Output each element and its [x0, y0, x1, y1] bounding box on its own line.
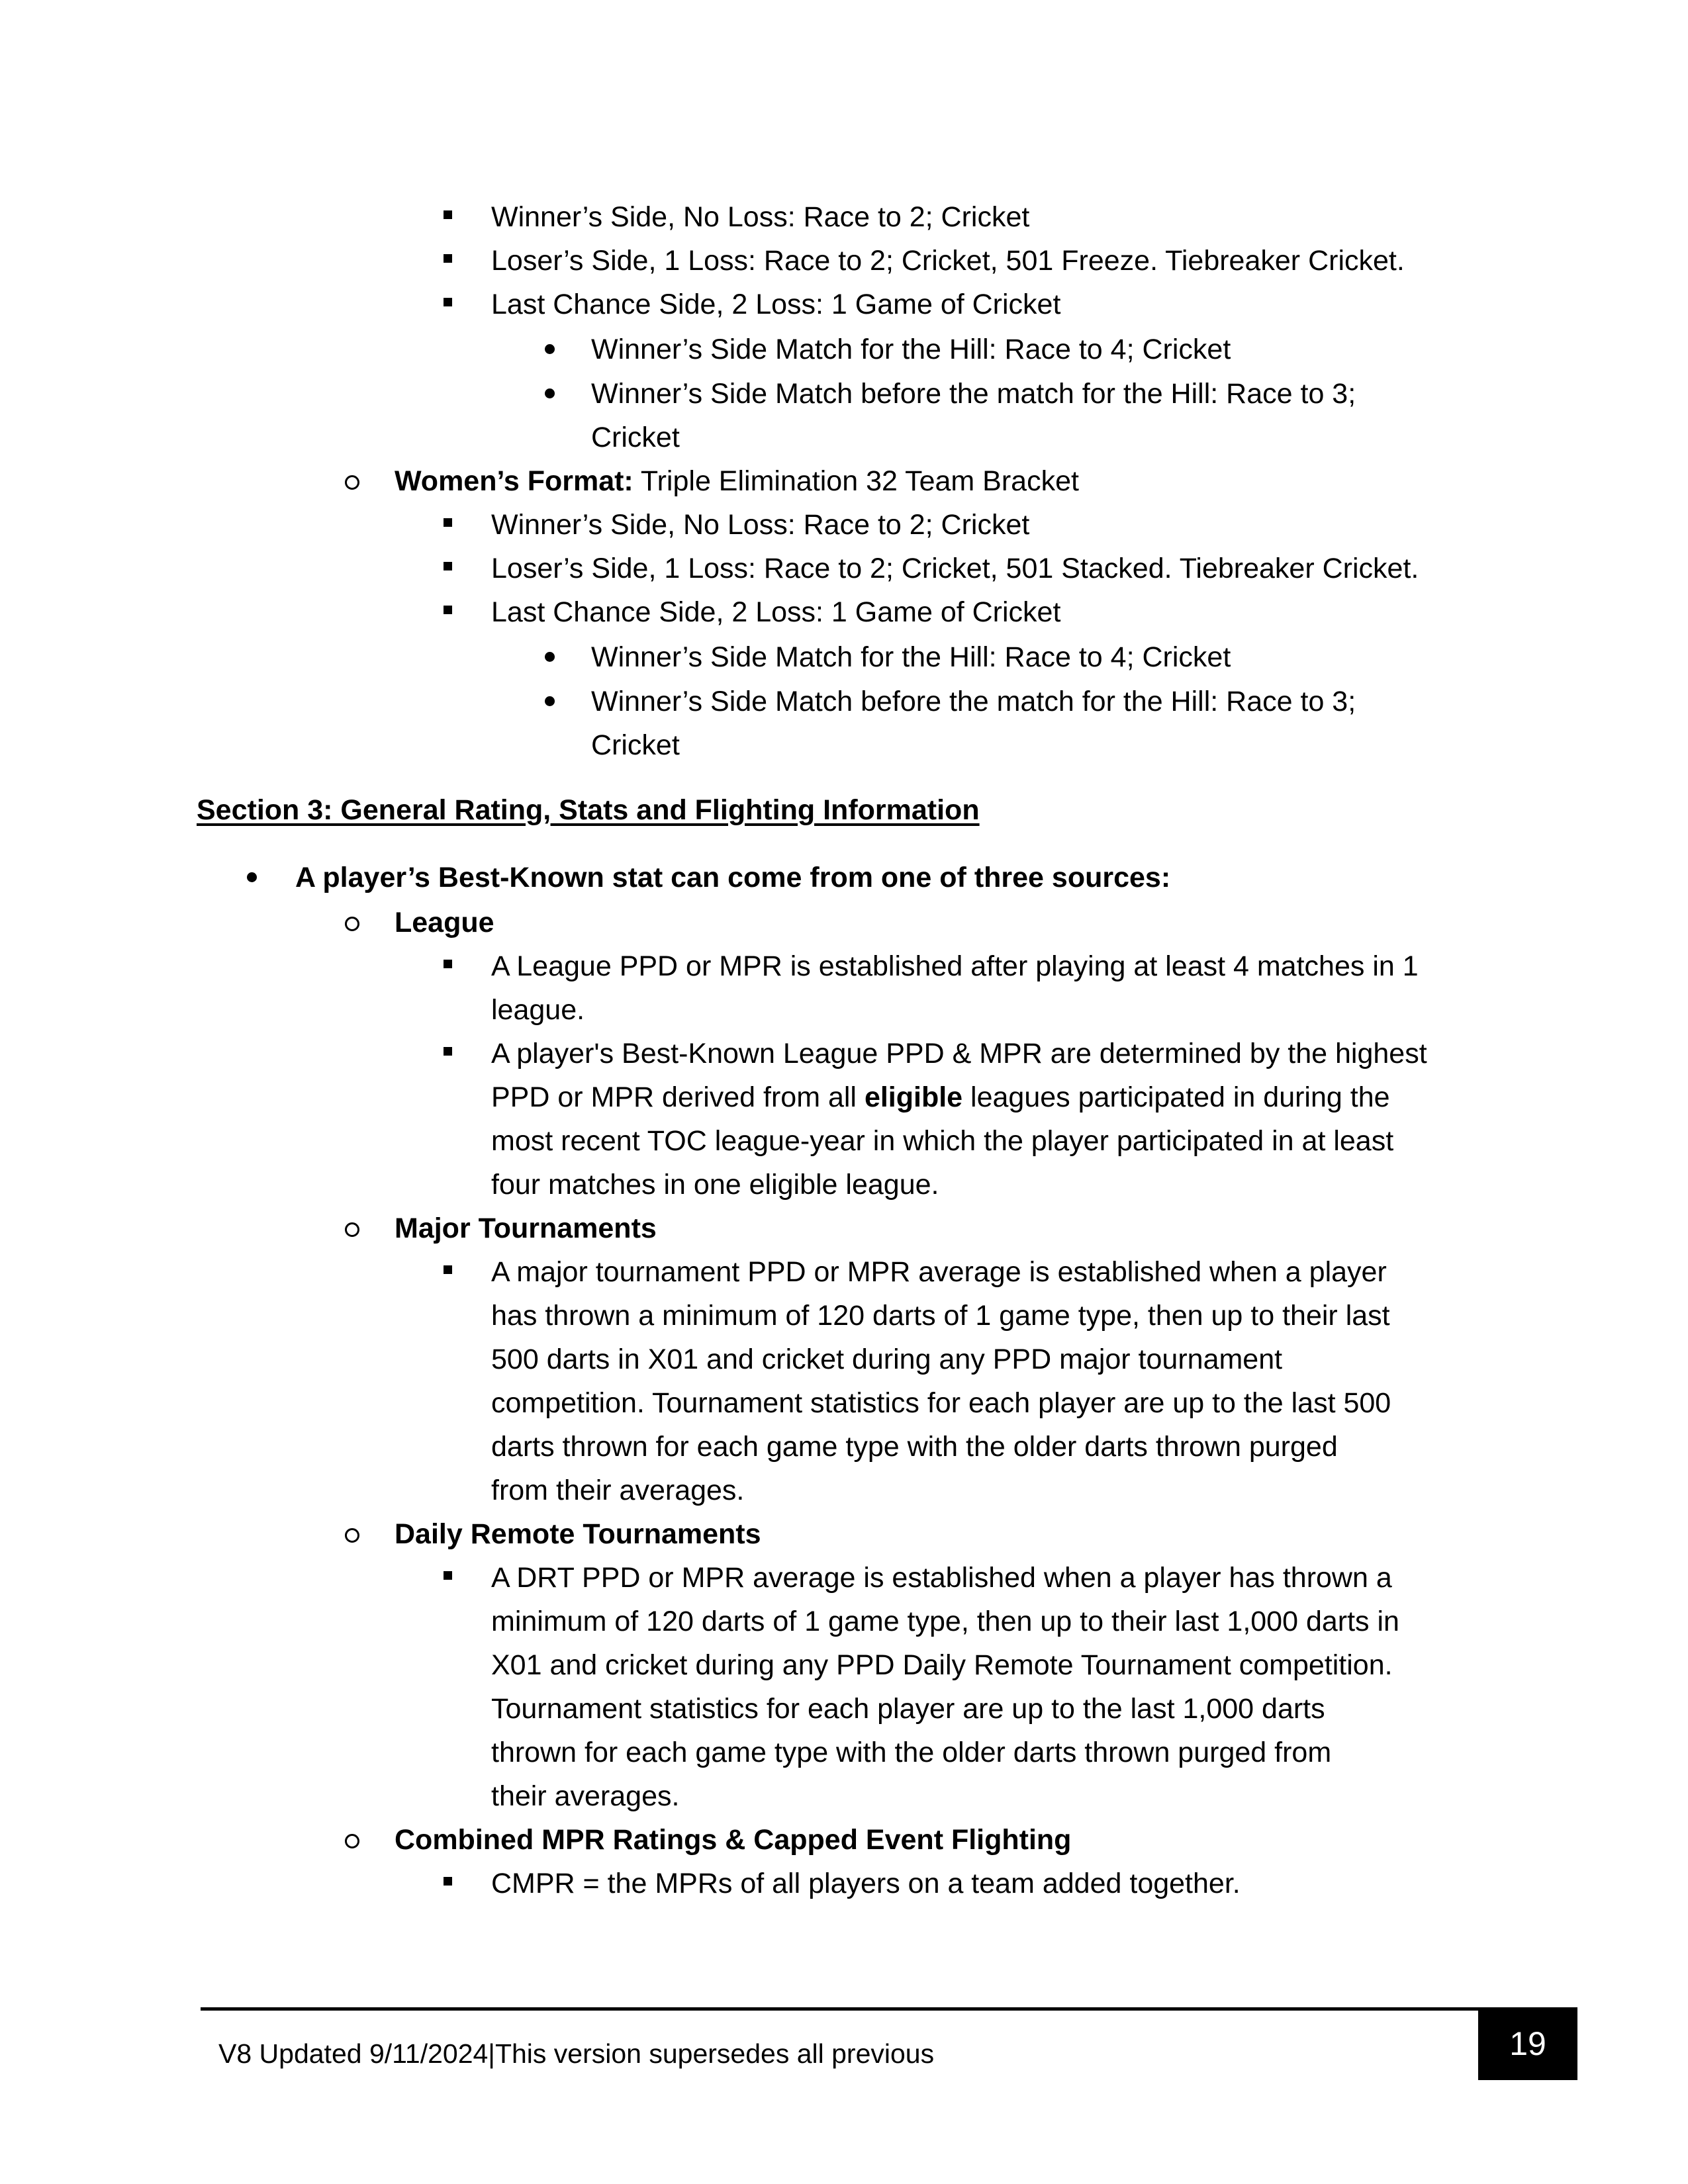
footer-divider — [201, 2007, 1478, 2011]
list-item-continuation: competition. Tournament statistics for each player are up to the last 500 — [491, 1387, 1391, 1419]
list-item-continuation: darts thrown for each game type with the older darts thrown purged — [491, 1431, 1338, 1463]
section-intro — [295, 856, 1170, 899]
list-item: CMPR = the MPRs of all players on a team added together. — [491, 1868, 1241, 1899]
list-item: Winner’s Side Match for the Hill: Race to 4; Cricket — [591, 641, 1231, 673]
square-bullet-icon — [444, 960, 452, 968]
drt-title-text: Daily Remote Tournaments — [395, 1518, 761, 1550]
text-segment: PPD or MPR derived from all — [491, 1081, 865, 1113]
list-item-continuation: thrown for each game type with the older darts thrown purged from — [491, 1737, 1332, 1768]
cmpr-title-text: Combined MPR Ratings & Capped Event Flighting — [395, 1824, 1072, 1856]
circle-bullet-icon — [345, 1222, 359, 1237]
page-number: 19 — [1478, 2007, 1577, 2080]
list-item-continuation: 500 darts in X01 and cricket during any PPD major tournament — [491, 1343, 1283, 1375]
list-item: Last Chance Side, 2 Loss: 1 Game of Cricket — [491, 596, 1061, 628]
womens-format-item — [395, 459, 1079, 503]
list-item-continuation: Tournament statistics for each player are up to the last 1,000 darts — [491, 1693, 1325, 1725]
list-item-continuation — [491, 1075, 1390, 1119]
list-item-continuation: has thrown a minimum of 120 darts of 1 game type, then up to their last — [491, 1300, 1390, 1332]
list-item-continuation: their averages. — [491, 1780, 680, 1812]
circle-bullet-icon — [345, 475, 359, 490]
bullet-icon — [545, 344, 555, 354]
square-bullet-icon — [444, 1877, 452, 1886]
list-item: Winner’s Side, No Loss: Race to 2; Cricket — [491, 201, 1030, 233]
cmpr-title — [395, 1818, 1071, 1862]
list-item-continuation: most recent TOC league-year in which the player participated in at least — [491, 1125, 1394, 1157]
list-item: Winner’s Side Match for the Hill: Race to 4; Cricket — [591, 334, 1231, 365]
list-item-continuation: X01 and cricket during any PPD Daily Remote Tournament competition. — [491, 1649, 1393, 1681]
list-item: A DRT PPD or MPR average is established when a player has thrown a — [491, 1562, 1392, 1594]
circle-bullet-icon — [345, 917, 359, 931]
league-title-text: League — [395, 907, 494, 938]
list-item: Loser’s Side, 1 Loss: Race to 2; Cricket, 501 Freeze. Tiebreaker Cricket. — [491, 245, 1405, 277]
square-bullet-icon — [444, 1571, 452, 1580]
square-bullet-icon — [444, 606, 452, 614]
list-item-continuation: from their averages. — [491, 1475, 745, 1506]
bullet-icon — [545, 388, 555, 398]
list-item-continuation: four matches in one eligible league. — [491, 1169, 939, 1201]
square-bullet-icon — [444, 1047, 452, 1056]
list-item: Winner’s Side Match before the match for the Hill: Race to 3; — [591, 686, 1356, 717]
square-bullet-icon — [444, 518, 452, 527]
drt-title — [395, 1512, 761, 1556]
list-item-continuation: minimum of 120 darts of 1 game type, then up to their last 1,000 darts in — [491, 1606, 1399, 1637]
league-title — [395, 901, 494, 944]
section-intro-text: A player’s Best-Known stat can come from one of three sources: — [295, 862, 1171, 893]
list-item: Last Chance Side, 2 Loss: 1 Game of Cricket — [491, 289, 1061, 320]
circle-bullet-icon — [345, 1528, 359, 1543]
footer-version: V8 Updated 9/11/2024|This version supersedes all previous — [218, 2038, 935, 2069]
bullet-icon — [545, 696, 555, 706]
square-bullet-icon — [444, 562, 452, 570]
womens-format-text: Triple Elimination 32 Team Bracket — [633, 465, 1079, 497]
list-item: Loser’s Side, 1 Loss: Race to 2; Cricket, 501 Stacked. Tiebreaker Cricket. — [491, 553, 1419, 584]
list-item: Winner’s Side Match before the match for the Hill: Race to 3; — [591, 378, 1356, 410]
major-title-text: Major Tournaments — [395, 1212, 657, 1244]
square-bullet-icon — [444, 1265, 452, 1274]
bullet-icon — [247, 872, 257, 882]
list-item-continuation: Cricket — [591, 729, 680, 761]
section-heading: Section 3: General Rating, Stats and Flighting Information — [197, 794, 980, 826]
womens-format-label: Women’s Format: — [395, 465, 633, 497]
major-title — [395, 1206, 657, 1250]
text-segment: leagues participated in during the — [962, 1081, 1390, 1113]
list-item: A player's Best-Known League PPD & MPR are determined by the highest — [491, 1038, 1427, 1069]
list-item-continuation: Cricket — [591, 422, 680, 453]
list-item: Winner’s Side, No Loss: Race to 2; Cricket — [491, 509, 1030, 541]
square-bullet-icon — [444, 254, 452, 263]
bullet-icon — [545, 652, 555, 662]
square-bullet-icon — [444, 298, 452, 306]
square-bullet-icon — [444, 210, 452, 219]
list-item-continuation: league. — [491, 994, 585, 1026]
eligible-emphasis: eligible — [864, 1081, 963, 1113]
list-item: A League PPD or MPR is established after playing at least 4 matches in 1 — [491, 950, 1419, 982]
list-item: A major tournament PPD or MPR average is established when a player — [491, 1256, 1387, 1288]
circle-bullet-icon — [345, 1834, 359, 1848]
